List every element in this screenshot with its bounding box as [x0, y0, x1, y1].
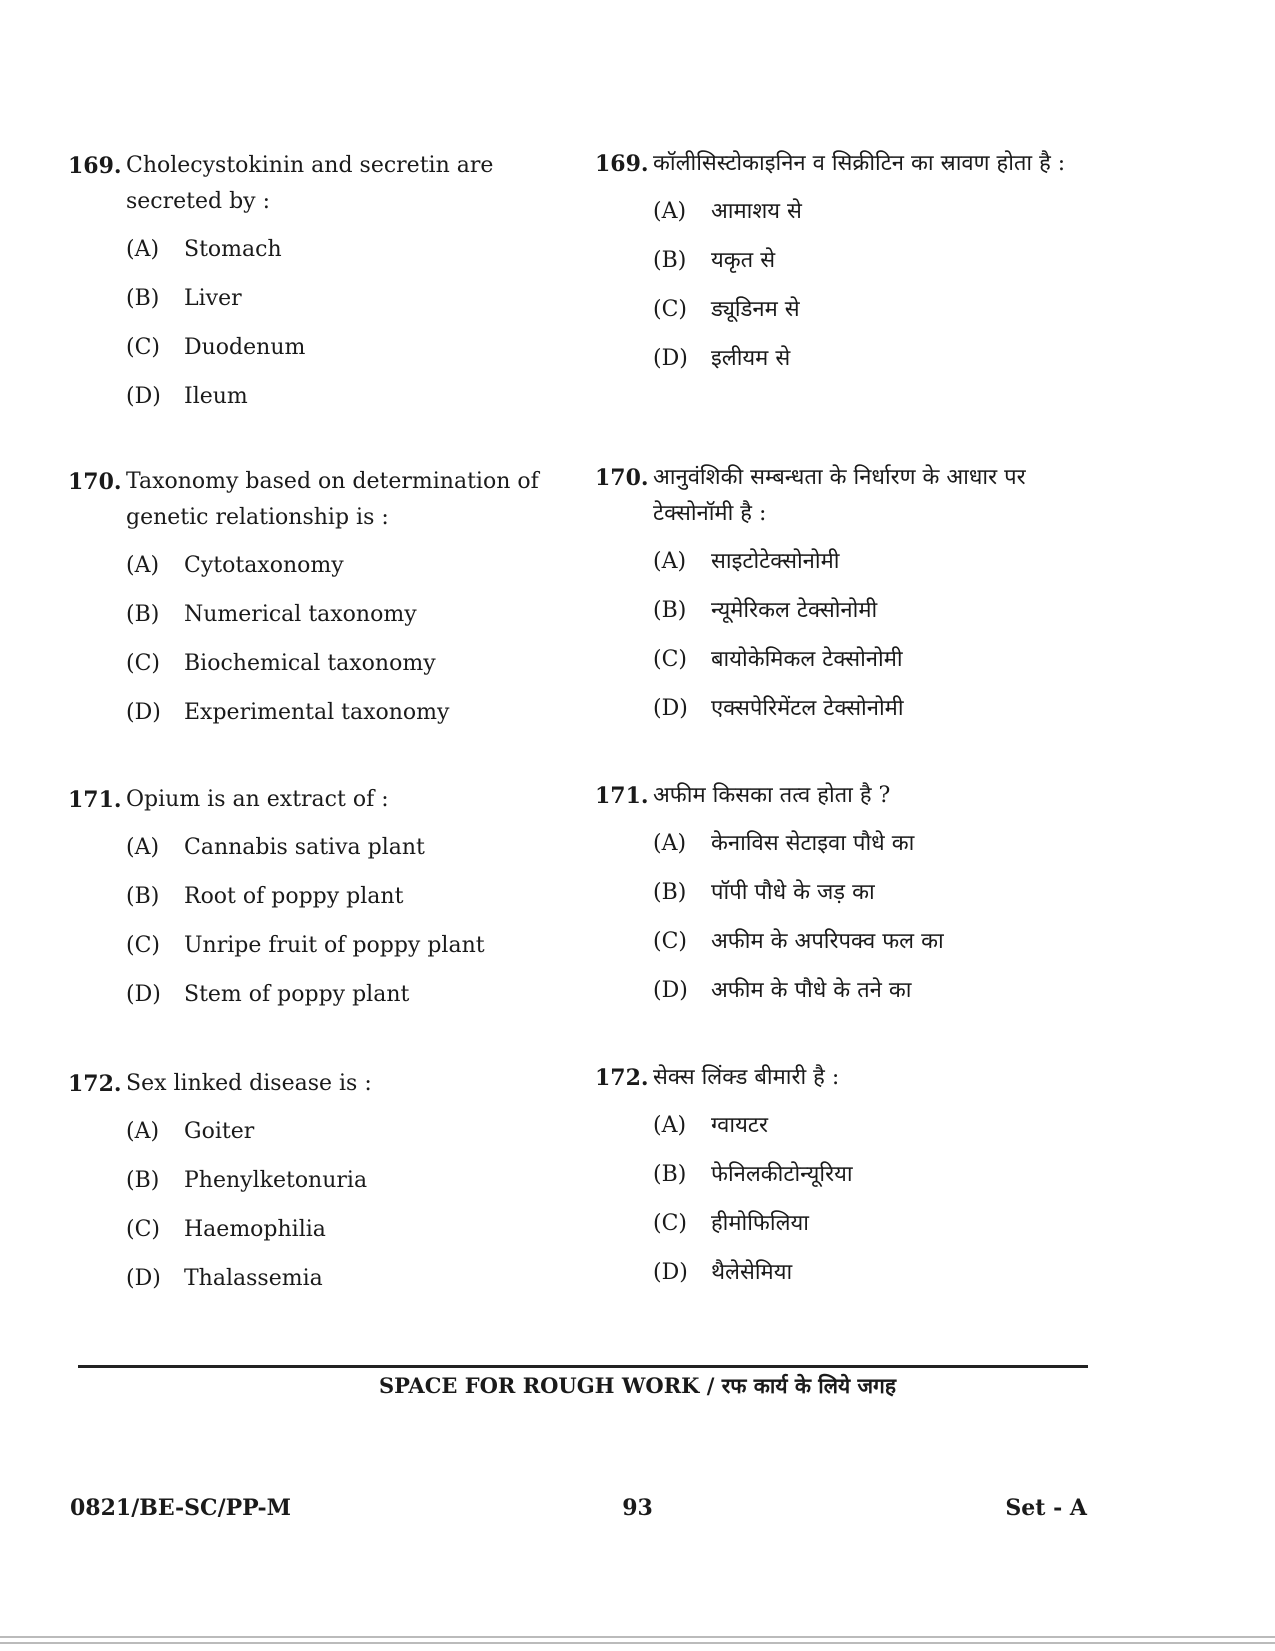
option-b: (B) Root of poppy plant [126, 884, 404, 909]
option-d: (D) Experimental taxonomy [126, 700, 450, 725]
question-169-hi [595, 146, 1085, 390]
paper-code: 0821/BE-SC/PP-M [70, 1495, 291, 1521]
option-c: (C) ड्यूडिनम से [653, 297, 800, 322]
option-d: (D) एक्सपेरिमेंटल टेक्सोनोमी [653, 696, 904, 721]
option-b: (B) Liver [126, 286, 242, 311]
set-label: Set - A [1005, 1495, 1087, 1521]
option-d: (D) अफीम के पौधे के तने का [653, 978, 912, 1003]
bottom-edge-line [0, 1642, 1275, 1644]
question-number: 171. [595, 783, 649, 809]
option-a: (A) ग्वायटर [653, 1113, 768, 1138]
question-text: Sex linked disease is : [126, 1071, 372, 1096]
question-172-hi [595, 1060, 1085, 1304]
question-number: 169. [68, 153, 122, 179]
bottom-edge-line [0, 1636, 1275, 1638]
option-b: (B) पॉपी पौधे के जड़ का [653, 880, 875, 905]
question-170-en [68, 464, 558, 744]
question-number: 170. [68, 469, 122, 495]
rough-work-label: SPACE FOR ROUGH WORK / रफ कार्य के लिये जगह [378, 1373, 897, 1398]
question-171-en [68, 782, 558, 1026]
option-a: (A) Cannabis sativa plant [126, 835, 425, 860]
option-d: (D) Ileum [126, 384, 248, 409]
option-c: (C) हीमोफिलिया [653, 1211, 809, 1236]
question-text: अफीम किसका तत्व होता है ? [653, 783, 891, 808]
option-d: (D) थैलेसेमिया [653, 1260, 793, 1285]
question-number: 172. [595, 1065, 649, 1091]
question-number: 170. [595, 465, 649, 491]
question-170-hi [595, 460, 1085, 740]
option-a: (A) Goiter [126, 1119, 255, 1144]
option-b: (B) न्यूमेरिकल टेक्सोनोमी [653, 598, 878, 623]
option-a: (A) आमाशय से [653, 199, 802, 224]
question-text: Cholecystokinin and secretin are secreted by : [126, 153, 494, 214]
option-c: (C) बायोकेमिकल टेक्सोनोमी [653, 647, 903, 672]
option-a: (A) साइटोटेक्सोनोमी [653, 549, 840, 574]
question-text: सेक्स लिंक्ड बीमारी है : [653, 1065, 840, 1090]
page-number: 93 [622, 1495, 653, 1521]
option-d: (D) Stem of poppy plant [126, 982, 410, 1007]
question-171-hi [595, 778, 1085, 1022]
option-a: (A) Cytotaxonomy [126, 553, 344, 578]
option-c: (C) Unripe fruit of poppy plant [126, 933, 485, 958]
option-c: (C) Haemophilia [126, 1217, 326, 1242]
question-number: 171. [68, 787, 122, 813]
question-172-en [68, 1066, 558, 1310]
option-d: (D) Thalassemia [126, 1266, 323, 1291]
question-number: 169. [595, 151, 649, 177]
option-c: (C) अफीम के अपरिपक्व फल का [653, 929, 944, 954]
question-text: Opium is an extract of : [126, 787, 389, 812]
question-text: कॉलीसिस्टोकाइनिन व सिक्रीटिन का स्रावण होता है : [653, 151, 1066, 176]
option-b: (B) Numerical taxonomy [126, 602, 417, 627]
rough-work-divider [78, 1365, 1088, 1368]
option-b: (B) यकृत से [653, 248, 776, 273]
question-169-en [68, 148, 558, 428]
question-text: आनुवंशिकी सम्बन्धता के निर्धारण के आधार पर टेक्सोनॉमी है : [653, 465, 1026, 526]
option-c: (C) Duodenum [126, 335, 306, 360]
option-a: (A) Stomach [126, 237, 282, 262]
option-b: (B) Phenylketonuria [126, 1168, 368, 1193]
option-a: (A) केनाविस सेटाइवा पौधे का [653, 831, 915, 856]
option-d: (D) इलीयम से [653, 346, 791, 371]
option-b: (B) फेनिलकीटोन्यूरिया [653, 1162, 853, 1187]
option-c: (C) Biochemical taxonomy [126, 651, 436, 676]
question-number: 172. [68, 1071, 122, 1097]
question-text: Taxonomy based on determination of genetic relationship is : [126, 469, 539, 530]
